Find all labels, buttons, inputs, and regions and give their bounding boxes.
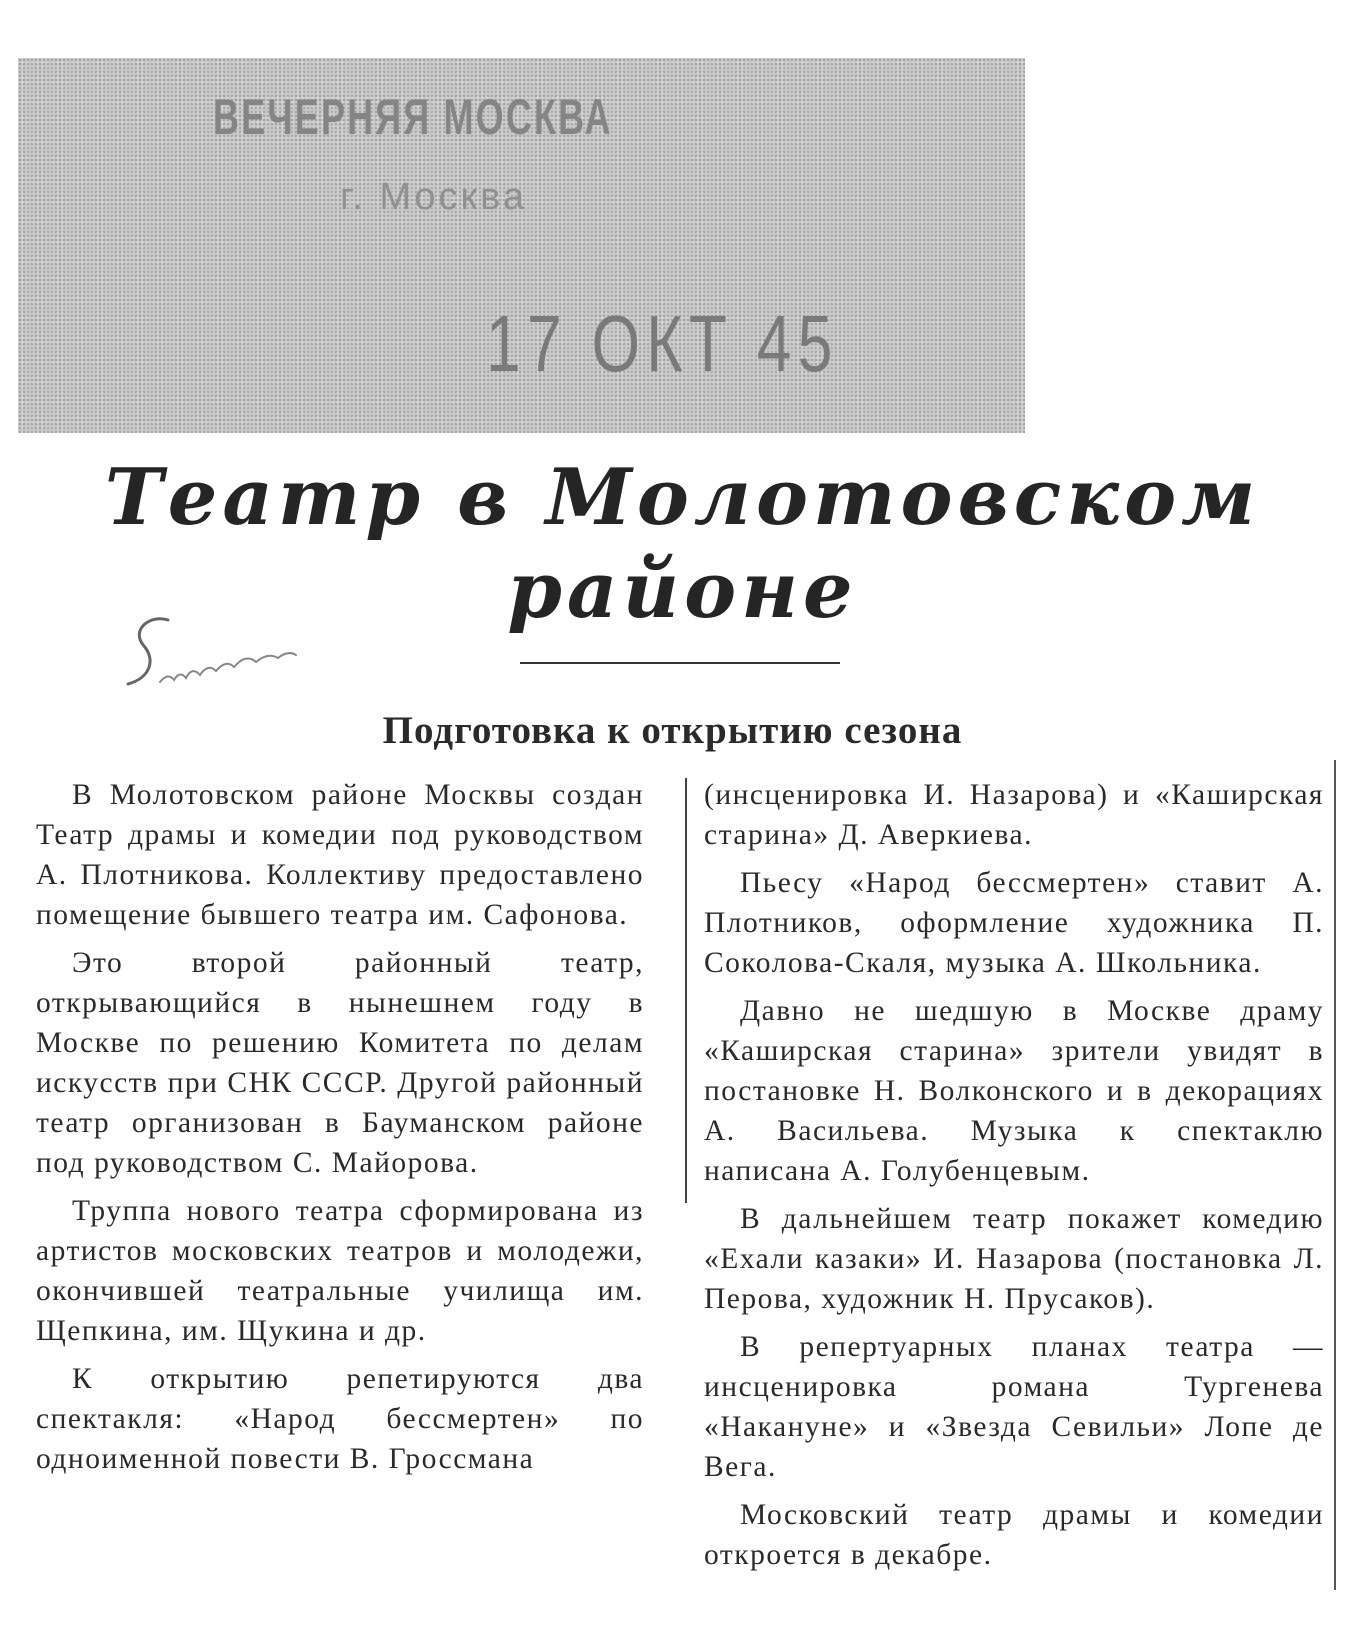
paragraph: (инсценировка И. Назарова) и «Каширская старина» Д. Аверкиева.: [704, 779, 1324, 851]
article-column-left: [36, 775, 644, 1487]
stamp-date: 17 ОКТ 45: [486, 299, 839, 388]
headline-line-2: районе: [507, 545, 858, 636]
paragraph: Это второй районный театр, открывающийся в нынешнем году в Москве по решению Комитета по делам искусств при СНК СССР. Другой районный театр организован в Бауманском районе под руководством С. Майорова.: [36, 947, 644, 1179]
paragraph: Московский театр драмы и комедии откроется в декабре.: [704, 1499, 1324, 1571]
handwritten-signature: [120, 612, 350, 702]
column-divider: [685, 778, 687, 1203]
paragraph: В Молотовском районе Москвы создан Театр драмы и комедии под руководством А. Плотникова. Коллективу предоставлено помещение бывшего театра им. Сафонова.: [36, 779, 644, 931]
paragraph: К открытию репетируются два спектакля: «Народ бессмертен» по одноименной повести В. Гроссмана: [36, 1363, 644, 1475]
paragraph: В дальнейшем театр покажет комедию «Ехали казаки» И. Назарова (постановка Л. Перова, художник Н. Прусаков).: [704, 1203, 1324, 1315]
paragraph: Пьесу «Народ бессмертен» ставит А. Плотников, оформление художника П. Соколова-Скаля, музыка А. Школьника.: [704, 867, 1324, 979]
subheadline: Подготовка к открытию сезона: [382, 709, 963, 752]
stamp-city: г. Москва: [340, 176, 528, 218]
paragraph: Давно не шедшую в Москве драму «Каширская старина» зрители увидят в постановке Н. Волконского и в декорациях А. Васильева. Музыка к спектаклю написана А. Голубенцевым.: [704, 995, 1324, 1187]
paragraph: Труппа нового театра сформирована из артистов московских театров и молодежи, окончившей театральные училища им. Щепкина, им. Щукина и др.: [36, 1195, 644, 1347]
article-column-right: [704, 775, 1324, 1583]
paragraph: В репертуарных планах театра — инсценировка романа Тургенева «Накануне» и «Звезда Севильи» Лопе де Вега.: [704, 1331, 1324, 1483]
clipping-edge: [1334, 760, 1336, 1590]
headline-line-1: Театр в Молотовском: [104, 452, 1261, 543]
stamp-newspaper-name: ВЕЧЕРНЯЯ МОСКВА: [213, 89, 613, 145]
headline-rule: [520, 662, 840, 664]
newspaper-stamp: [18, 58, 1025, 433]
